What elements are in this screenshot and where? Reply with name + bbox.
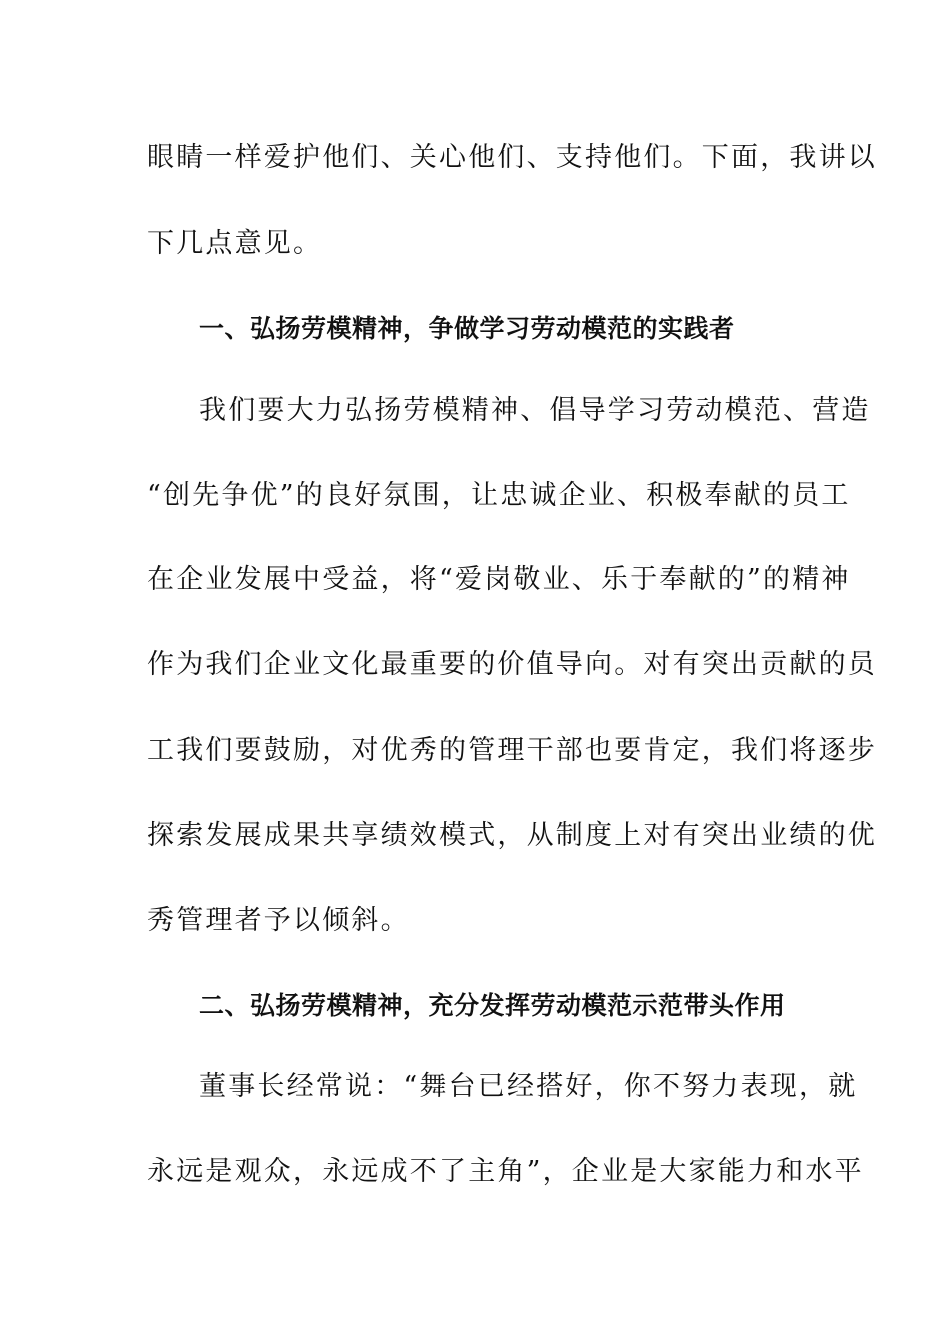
- body-line: “创先争优”的良好氛围，让忠诚企业、积极奉献的员工: [147, 480, 851, 511]
- body-line: 在企业发展中受益，将“爱岗敬业、乐于奉献的”的精神: [147, 564, 851, 595]
- body-line: 秀管理者予以倾斜。: [147, 905, 410, 936]
- section-heading-1: 一、弘扬劳模精神，争做学习劳动模范的实践者: [199, 314, 735, 343]
- section-heading-2: 二、弘扬劳模精神，充分发挥劳动模范示范带头作用: [199, 991, 786, 1020]
- body-line: 作为我们企业文化最重要的价值导向。对有突出贡献的员: [147, 649, 877, 680]
- paragraph-first-line: 我们要大力弘扬劳模精神、倡导学习劳动模范、营造: [199, 395, 871, 426]
- body-line: 探索发展成果共享绩效模式，从制度上对有突出业绩的优: [147, 820, 877, 851]
- paragraph-first-line: 董事长经常说：“舞台已经搭好，你不努力表现，就: [199, 1071, 858, 1102]
- body-line: 工我们要鼓励，对优秀的管理干部也要肯定，我们将逐步: [147, 735, 877, 766]
- body-line: 下几点意见。: [147, 228, 323, 259]
- body-line: 永远是观众，永远成不了主角”，企业是大家能力和水平: [147, 1156, 864, 1187]
- body-line: 眼睛一样爱护他们、关心他们、支持他们。下面，我讲以: [147, 142, 877, 173]
